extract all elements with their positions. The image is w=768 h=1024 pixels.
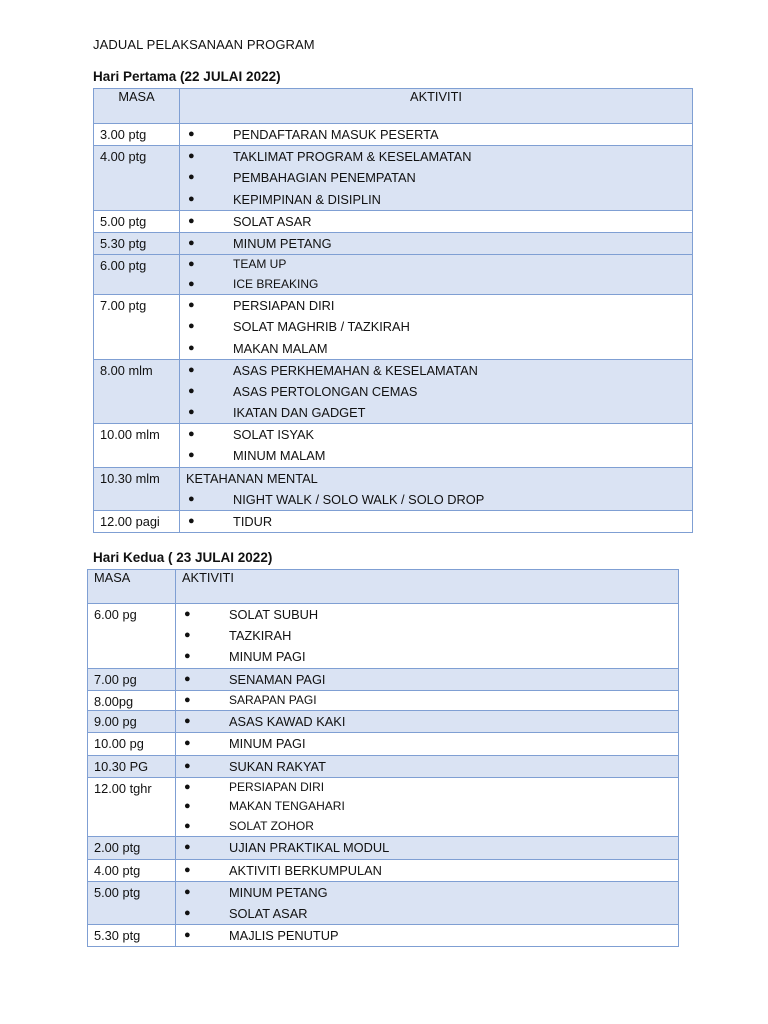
activity-cell [180, 295, 693, 360]
time-cell: 6.00 ptg [94, 255, 180, 295]
activity-cell [176, 837, 679, 859]
activity-item [176, 711, 678, 732]
activity-cell [176, 881, 679, 924]
bullet-icon: ● [188, 406, 195, 419]
activity-item [176, 903, 678, 924]
activity-cell [180, 210, 693, 232]
time-cell: 12.00 tghr [88, 777, 176, 837]
activity-item [180, 167, 692, 188]
activity-item [180, 316, 692, 337]
activity-text: TEAM UP [233, 257, 287, 272]
bullet-icon: ● [188, 341, 195, 354]
activity-item [176, 625, 678, 646]
activity-text: MINUM PETANG [229, 884, 328, 900]
activity-item [176, 860, 678, 881]
activity-text: ASAS PERTOLONGAN CEMAS [233, 383, 418, 399]
activity-text: TIDUR [233, 514, 273, 529]
bullet-icon: ● [184, 629, 191, 642]
activity-cell [176, 733, 679, 755]
activity-cell [176, 668, 679, 690]
activity-item [176, 669, 678, 690]
schedule-row [88, 733, 679, 755]
time-cell: 2.00 ptg [88, 837, 176, 859]
activity-cell [180, 124, 693, 146]
bullet-icon: ● [188, 150, 195, 163]
activity-text: TAKLIMAT PROGRAM & KESELAMATAN [233, 149, 472, 165]
schedule-row [94, 359, 693, 424]
bullet-icon: ● [188, 492, 195, 505]
activity-item [180, 424, 692, 445]
day2-col-aktiviti-label: AKTIVITI [182, 570, 234, 585]
activity-text: NIGHT WALK / SOLO WALK / SOLO DROP [233, 491, 485, 507]
time-cell: 3.00 ptg [94, 124, 180, 146]
time-cell: 10.00 mlm [94, 424, 180, 467]
schedule-row [88, 604, 679, 669]
activity-cell [176, 859, 679, 881]
activity-text: MAKAN MALAM [233, 340, 328, 356]
bullet-icon: ● [184, 841, 191, 854]
time-cell: 7.00 pg [88, 668, 176, 690]
schedule-row [94, 467, 693, 510]
bullet-icon: ● [188, 214, 195, 227]
activity-cell [180, 359, 693, 424]
activity-text: SOLAT MAGHRIB / TAZKIRAH [233, 319, 410, 335]
time-cell: 4.00 ptg [94, 146, 180, 211]
activity-text: SUKAN RAKYAT [229, 758, 326, 774]
bullet-icon: ● [188, 258, 195, 271]
bullet-icon: ● [184, 863, 191, 876]
bullet-icon: ● [184, 800, 191, 813]
activity-text: ASAS PERKHEMAHAN & KESELAMATAN [233, 362, 478, 378]
activity-item [180, 146, 692, 167]
schedule-row [88, 711, 679, 733]
day1-col-aktiviti-label: AKTIVITI [410, 89, 462, 104]
day2-heading: Hari Kedua ( 23 JULAI 2022) [93, 550, 273, 565]
time-cell: 5.30 ptg [94, 232, 180, 254]
day2-schedule-table [87, 569, 679, 947]
activity-item [180, 189, 692, 210]
activity-note: KETAHANAN MENTAL [186, 470, 318, 486]
activity-text: MINUM PETANG [233, 235, 332, 251]
activity-text: SARAPAN PAGI [229, 692, 317, 707]
activity-item [180, 402, 692, 423]
day1-schedule-table [93, 88, 693, 533]
activity-item [176, 925, 678, 946]
activity-item [176, 778, 678, 798]
schedule-row [94, 295, 693, 360]
time-cell: 10.00 pg [88, 733, 176, 755]
bullet-icon: ● [188, 171, 195, 184]
activity-text: PENDAFTARAN MASUK PESERTA [233, 127, 439, 142]
activity-cell [180, 467, 693, 510]
activity-item [180, 381, 692, 402]
activity-item [180, 124, 692, 145]
activity-text: ASAS KAWAD KAKI [229, 714, 346, 730]
schedule-row [94, 255, 693, 295]
activity-item [176, 756, 678, 777]
activity-item [180, 255, 692, 275]
time-cell: 5.00 ptg [88, 881, 176, 924]
day2-col-masa [88, 570, 176, 604]
bullet-icon: ● [184, 885, 191, 898]
day1-heading: Hari Pertama (22 JULAI 2022) [93, 69, 281, 84]
schedule-row [94, 232, 693, 254]
activity-text: MINUM PAGI [229, 736, 306, 752]
schedule-row [94, 146, 693, 211]
activity-text: AKTIVITI BERKUMPULAN [229, 862, 382, 878]
activity-item [176, 817, 678, 837]
activity-text: MAKAN TENGAHARI [229, 799, 345, 814]
bullet-icon: ● [184, 693, 191, 706]
activity-cell [180, 511, 693, 533]
time-cell: 10.30 mlm [94, 467, 180, 510]
activity-item [176, 733, 678, 754]
activity-cell [180, 255, 693, 295]
time-cell: 10.30 PG [88, 755, 176, 777]
activity-text: ICE BREAKING [233, 276, 319, 291]
activity-item [180, 233, 692, 254]
activity-cell [176, 777, 679, 837]
activity-item [180, 211, 692, 232]
schedule-row [94, 124, 693, 146]
bullet-icon: ● [184, 759, 191, 772]
schedule-row [94, 424, 693, 467]
activity-cell [176, 755, 679, 777]
activity-item [176, 646, 678, 667]
activity-text: SOLAT ZOHOR [229, 818, 314, 833]
activity-item [176, 837, 678, 858]
bullet-icon: ● [184, 929, 191, 942]
schedule-row [88, 690, 679, 711]
bullet-icon: ● [184, 819, 191, 832]
activity-item [176, 691, 678, 711]
bullet-icon: ● [188, 277, 195, 290]
activity-text: UJIAN PRAKTIKAL MODUL [229, 840, 390, 856]
activity-text: TAZKIRAH [229, 628, 292, 644]
schedule-row [88, 925, 679, 947]
day2-col-aktiviti [176, 570, 679, 604]
bullet-icon: ● [188, 236, 195, 249]
activity-item [180, 511, 692, 532]
bullet-icon: ● [184, 906, 191, 919]
day1-col-masa [94, 89, 180, 124]
day1-header-row [94, 89, 693, 124]
schedule-row [88, 755, 679, 777]
bullet-icon: ● [188, 299, 195, 312]
activity-text: PERSIAPAN DIRI [229, 779, 325, 794]
activity-item [180, 489, 692, 510]
bullet-icon: ● [184, 715, 191, 728]
bullet-icon: ● [184, 650, 191, 663]
activity-cell [180, 424, 693, 467]
schedule-row [88, 837, 679, 859]
activity-item [180, 275, 692, 295]
schedule-row [88, 777, 679, 837]
day1-col-aktiviti [180, 89, 693, 124]
bullet-icon: ● [188, 428, 195, 441]
time-cell: 5.00 ptg [94, 210, 180, 232]
bullet-icon: ● [184, 608, 191, 620]
activity-item [176, 797, 678, 817]
time-cell: 7.00 ptg [94, 295, 180, 360]
time-cell: 8.00pg [88, 690, 176, 711]
bullet-icon: ● [184, 672, 191, 685]
activity-text: MINUM PAGI [229, 649, 306, 665]
bullet-icon: ● [188, 449, 195, 462]
time-cell: 6.00 pg [88, 604, 176, 669]
bullet-icon: ● [188, 515, 195, 527]
activity-cell [180, 232, 693, 254]
activity-item [180, 445, 692, 466]
activity-text: MINUM MALAM [233, 448, 326, 464]
time-cell: 9.00 pg [88, 711, 176, 733]
activity-text: IKATAN DAN GADGET [233, 405, 366, 421]
activity-cell [176, 690, 679, 711]
schedule-row [88, 668, 679, 690]
document-title: JADUAL PELAKSANAAN PROGRAM [93, 37, 315, 52]
activity-text: SOLAT ASAR [229, 905, 308, 921]
activity-text: SOLAT ISYAK [233, 427, 315, 443]
activity-text: MAJLIS PENUTUP [229, 928, 339, 944]
bullet-icon: ● [184, 780, 191, 793]
activity-item [180, 360, 692, 381]
bullet-icon: ● [188, 320, 195, 333]
day2-col-masa-label: MASA [94, 570, 131, 585]
activity-text: SENAMAN PAGI [229, 671, 326, 687]
activity-cell [176, 925, 679, 947]
activity-text: KEPIMPINAN & DISIPLIN [233, 191, 381, 207]
bullet-icon: ● [188, 128, 195, 140]
schedule-row [88, 859, 679, 881]
activity-text: SOLAT ASAR [233, 213, 312, 229]
activity-item [180, 295, 692, 316]
bullet-icon: ● [188, 192, 195, 205]
activity-cell [180, 146, 693, 211]
bullet-icon: ● [188, 363, 195, 376]
activity-cell [176, 711, 679, 733]
activity-text: PERSIAPAN DIRI [233, 298, 335, 314]
activity-item [176, 882, 678, 903]
activity-cell [176, 604, 679, 669]
activity-text: PEMBAHAGIAN PENEMPATAN [233, 170, 416, 186]
bullet-icon: ● [188, 384, 195, 397]
schedule-row [94, 210, 693, 232]
day1-col-masa-label: MASA [118, 89, 155, 104]
time-cell: 4.00 ptg [88, 859, 176, 881]
day2-header-row [88, 570, 679, 604]
schedule-row [94, 511, 693, 533]
bullet-icon: ● [184, 737, 191, 750]
schedule-row [88, 881, 679, 924]
activity-text: SOLAT SUBUH [229, 607, 319, 622]
activity-item [180, 338, 692, 359]
time-cell: 12.00 pagi [94, 511, 180, 533]
time-cell: 5.30 ptg [88, 925, 176, 947]
time-cell: 8.00 mlm [94, 359, 180, 424]
activity-item [176, 604, 678, 625]
